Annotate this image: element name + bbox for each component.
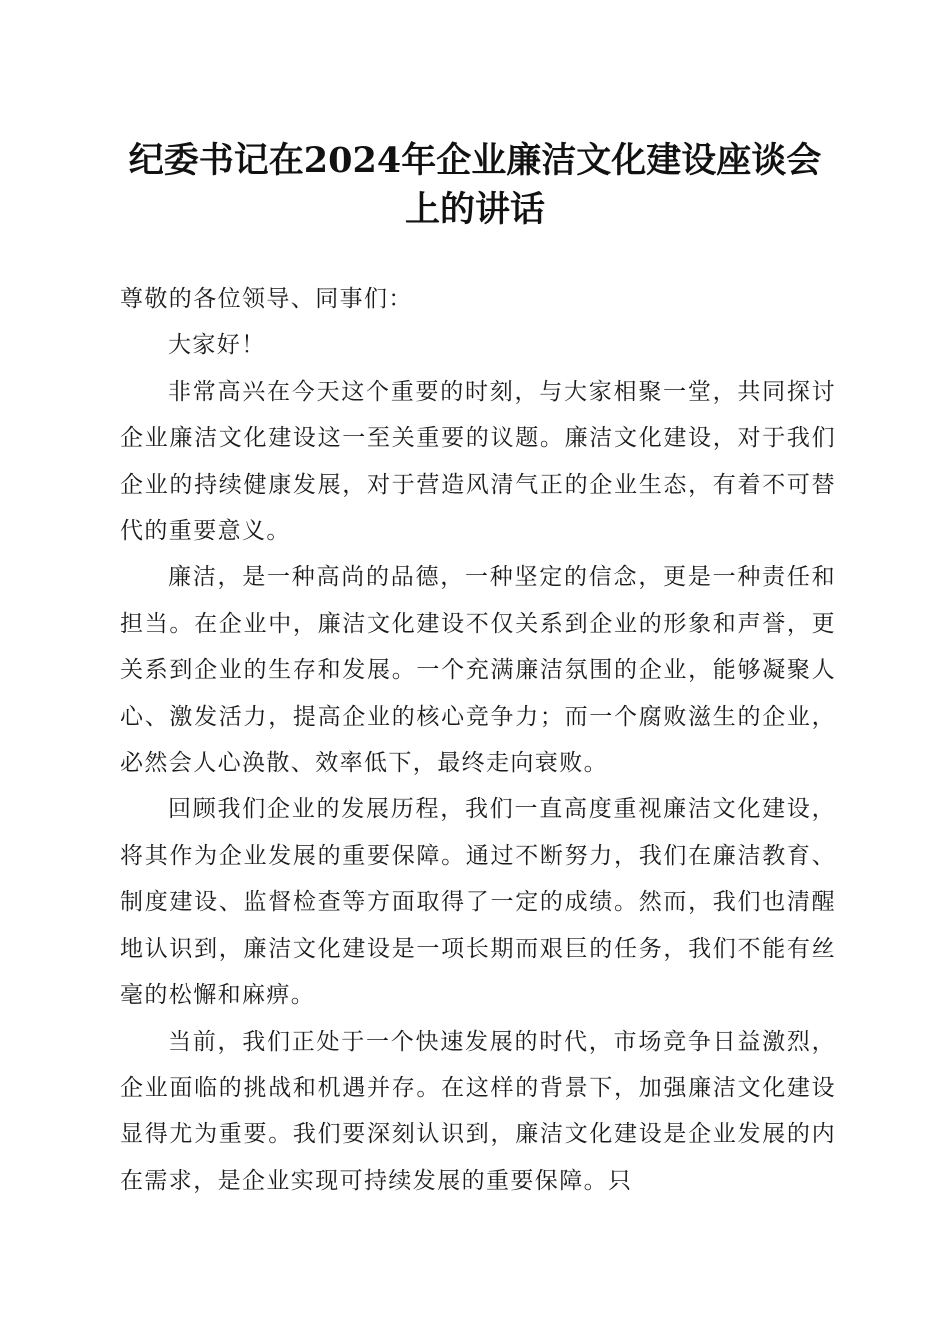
greeting: 大家好！ xyxy=(168,332,266,359)
salutation: 尊敬的各位领导、同事们： xyxy=(120,286,413,312)
speech-body xyxy=(120,276,836,1204)
paragraph-4: 当前，我们正处于一个快速发展的时代，市场竞争日益激烈，企业面临的挑战和机遇并存。在这样的背景下，加强廉洁文化建设显得尤为重要。我们要深刻认识到，廉洁文化建设是企业发展的内在需求，是企业实现可持续发展的重要保障。只 xyxy=(120,1028,836,1194)
paragraph-1: 非常高兴在今天这个重要的时刻，与大家相聚一堂，共同探讨企业廉洁文化建设这一至关重要的议题。廉洁文化建设，对于我们企业的持续健康发展，对于营造风清气正的企业生态，有着不可替代的重要意义。 xyxy=(120,378,836,545)
title-line-1: 纪委书记在2024年企业廉洁文化建设座谈会 xyxy=(128,140,822,181)
paragraph-2: 廉洁，是一种高尚的品德，一种坚定的信念，更是一种责任和担当。在企业中，廉洁文化建设不仅关系到企业的形象和声誉，更关系到企业的生存和发展。一个充满廉洁氛围的企业，能够凝聚人心、激发活力，提高企业的核心竞争力；而一个腐败滋生的企业，必然会人心涣散、效率低下，最终走向衰败。 xyxy=(120,564,836,777)
paragraph-3: 回顾我们企业的发展历程，我们一直高度重视廉洁文化建设，将其作为企业发展的重要保障。通过不断努力，我们在廉洁教育、制度建设、监督检查等方面取得了一定的成绩。然而，我们也清醒地认识到，廉洁文化建设是一项长期而艰巨的任务，我们不能有丝毫的松懈和麻痹。 xyxy=(120,796,836,1009)
title-line-2: 上的讲话 xyxy=(404,189,545,230)
page-title xyxy=(100,136,850,234)
